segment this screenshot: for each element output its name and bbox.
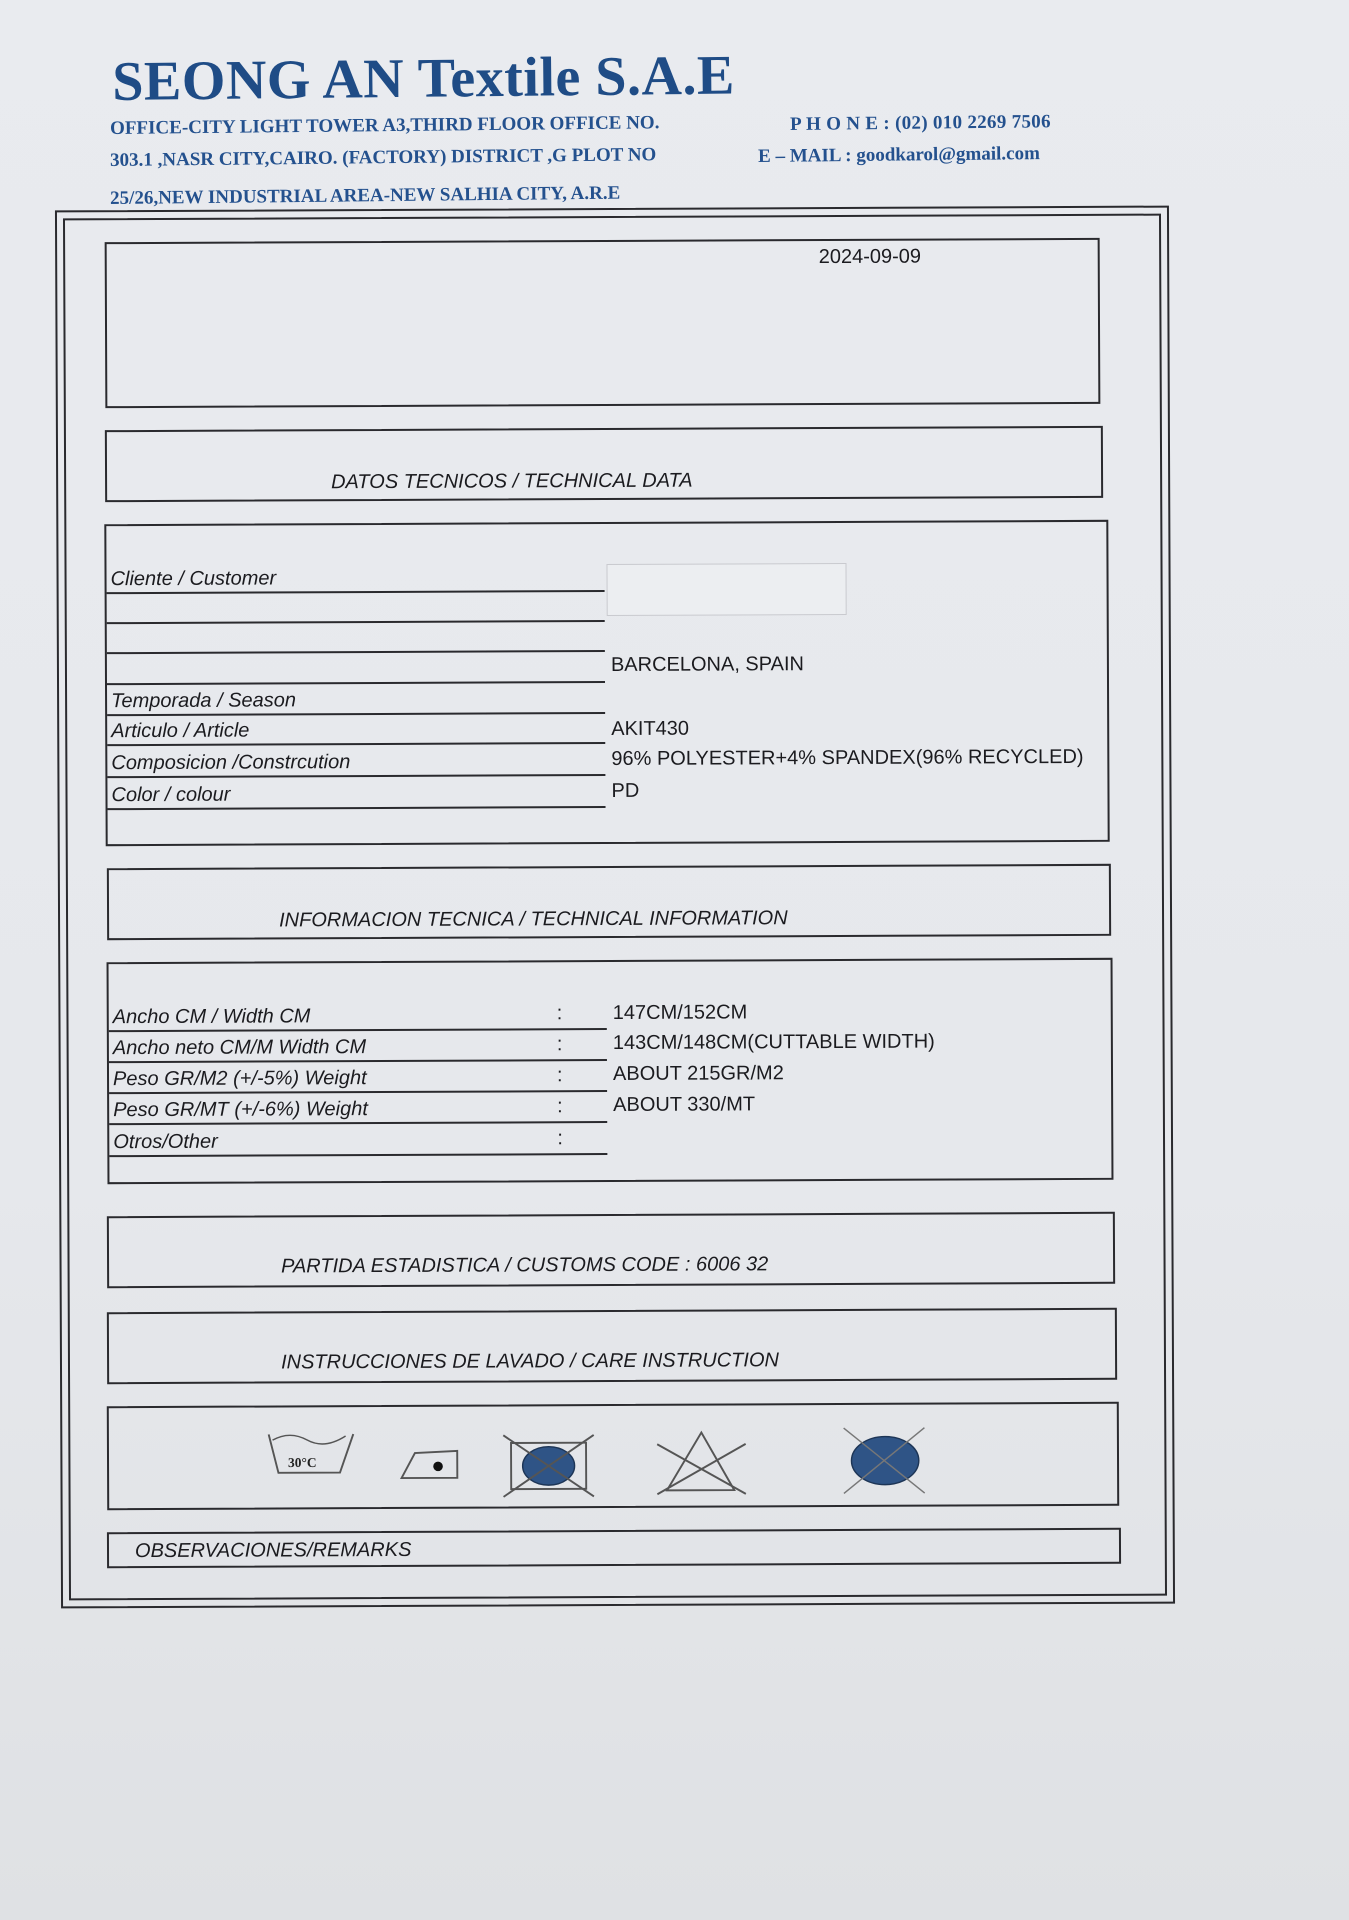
weight-m2-value: ABOUT 215GR/M2 bbox=[612, 1062, 784, 1085]
care-symbols bbox=[109, 1404, 1117, 1508]
care-instruction-title: INSTRUCCIONES DE LAVADO / CARE INSTRUCTION bbox=[281, 1349, 779, 1374]
season-label: Temporada / Season bbox=[111, 689, 297, 713]
address-line-1: OFFICE-CITY LIGHT TOWER A3,THIRD FLOOR OFFICE NO. bbox=[110, 112, 660, 139]
weight-mt-value: ABOUT 330/MT bbox=[613, 1093, 756, 1116]
tech-info-row bbox=[109, 1062, 607, 1094]
care-symbols-box bbox=[107, 1402, 1119, 1510]
season-row bbox=[107, 684, 605, 716]
tech-info-row bbox=[109, 1000, 607, 1032]
weight-mt-separator: : bbox=[557, 1095, 563, 1118]
technical-data-title: DATOS TECNICOS / TECHNICAL DATA bbox=[331, 469, 693, 494]
tech-info-row bbox=[109, 1093, 607, 1125]
email-address: E – MAIL : goodkarol@gmail.com bbox=[758, 143, 1040, 167]
composition-label: Composicion /Constrcution bbox=[111, 751, 351, 775]
wash-temp-label: 30°C bbox=[287, 1454, 317, 1471]
technical-information-box bbox=[107, 958, 1114, 1184]
customer-row bbox=[106, 562, 604, 594]
iron-low-icon bbox=[401, 1451, 457, 1478]
document-date: 2024-09-09 bbox=[818, 245, 922, 269]
tech-info-row bbox=[109, 1031, 607, 1063]
color-value: PD bbox=[611, 779, 640, 802]
location-row bbox=[107, 653, 605, 685]
blank-row-1 bbox=[107, 592, 605, 624]
customer-label: Cliente / Customer bbox=[110, 567, 277, 591]
technical-data-box bbox=[104, 520, 1109, 846]
net-width-label: Ancho neto CM/M Width CM bbox=[112, 1036, 367, 1060]
customs-code-box bbox=[107, 1212, 1115, 1288]
location-value: BARCELONA, SPAIN bbox=[610, 653, 804, 676]
article-value: AKIT430 bbox=[611, 717, 690, 740]
blank-row-2 bbox=[107, 622, 605, 654]
color-label: Color / colour bbox=[111, 783, 231, 807]
weight-mt-label: Peso GR/MT (+/-6%) Weight bbox=[113, 1098, 368, 1122]
width-label: Ancho CM / Width CM bbox=[112, 1005, 311, 1029]
technical-information-title-box bbox=[107, 864, 1111, 940]
article-label: Articulo / Article bbox=[111, 719, 250, 743]
address-line-2: 303.1 ,NASR CITY,CAIRO. (FACTORY) DISTRICT ,G PLOT NO bbox=[110, 144, 657, 171]
remarks-title: OBSERVACIONES/REMARKS bbox=[134, 1538, 412, 1563]
no-dry-clean-icon bbox=[844, 1428, 925, 1494]
wash-30-icon bbox=[269, 1434, 354, 1473]
no-tumble-dry-icon bbox=[503, 1435, 594, 1497]
technical-information-title: INFORMACION TECNICA / TECHNICAL INFORMATION bbox=[279, 907, 788, 932]
width-value: 147CM/152CM bbox=[612, 1001, 748, 1024]
no-bleach-icon bbox=[657, 1432, 746, 1494]
technical-data-title-box bbox=[105, 426, 1103, 502]
composition-value: 96% POLYESTER+4% SPANDEX(96% RECYCLED) bbox=[611, 745, 1084, 770]
company-name: SEONG AN Textile S.A.E bbox=[112, 44, 736, 113]
other-separator: : bbox=[557, 1127, 563, 1150]
composition-row bbox=[107, 746, 605, 778]
tech-info-row bbox=[109, 1125, 607, 1157]
net-width-separator: : bbox=[556, 1033, 563, 1056]
customs-code-title: PARTIDA ESTADISTICA / CUSTOMS CODE : 6006 32 bbox=[281, 1253, 769, 1278]
care-instruction-title-box bbox=[107, 1308, 1117, 1384]
customer-value-field bbox=[606, 563, 846, 616]
remarks-box bbox=[107, 1528, 1121, 1568]
phone-number: P H O N E : (02) 010 2269 7506 bbox=[790, 111, 1051, 135]
width-separator: : bbox=[556, 1002, 563, 1025]
color-row bbox=[107, 778, 605, 810]
article-row bbox=[107, 714, 605, 746]
header-box bbox=[105, 238, 1101, 408]
weight-m2-label: Peso GR/M2 (+/-5%) Weight bbox=[112, 1067, 367, 1091]
other-label: Otros/Other bbox=[113, 1130, 218, 1154]
address-line-3: 25/26,NEW INDUSTRIAL AREA-NEW SALHIA CITY, A.R.E bbox=[110, 182, 621, 209]
net-width-value: 143CM/148CM(CUTTABLE WIDTH) bbox=[612, 1030, 935, 1054]
weight-m2-separator: : bbox=[556, 1064, 563, 1087]
